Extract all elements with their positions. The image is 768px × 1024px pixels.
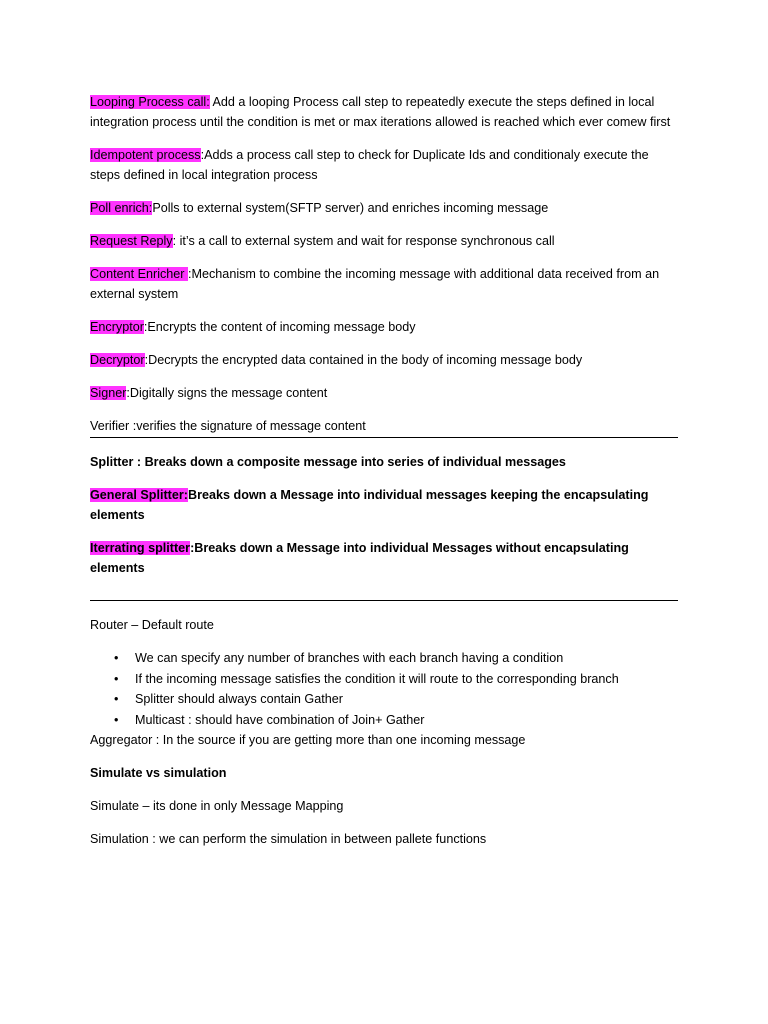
heading-simulate-vs-simulation: Simulate vs simulation <box>90 766 227 780</box>
bullet-icon: • <box>114 692 119 706</box>
definition-request-reply: : it’s a call to external system and wait for response synchronous call <box>172 234 555 248</box>
term-looping-process-call: Looping Process call: <box>90 95 210 109</box>
paragraph-iterating-splitter <box>90 538 678 578</box>
paragraph-splitter: Splitter : Breaks down a composite message into series of individual messages <box>90 455 566 469</box>
term-request-reply: Request Reply <box>90 234 173 248</box>
paragraph-poll-enrich <box>90 198 678 218</box>
list-item <box>90 689 678 710</box>
bullet-icon: • <box>114 671 119 686</box>
bullet-icon: • <box>114 712 119 727</box>
definition-content-enricher: :Mechanism to combine the incoming message with additional data received from an external system <box>90 267 660 301</box>
paragraph-general-splitter <box>90 485 678 525</box>
definition-idempotent-process: :Adds a process call step to check for Duplicate Ids and conditionaly execute the steps defined in local integration process <box>90 148 649 182</box>
paragraph-verifier: Verifier :verifies the signature of message content <box>90 419 366 433</box>
definition-signer: :Digitally signs the message content <box>126 386 328 400</box>
bullet-icon: • <box>114 651 119 665</box>
list-item <box>90 710 678 731</box>
horizontal-rule-2 <box>90 600 678 601</box>
term-signer: Signer <box>90 386 127 400</box>
paragraph-idempotent-process <box>90 145 678 185</box>
list-item-text: Splitter should always contain Gather <box>135 692 343 706</box>
paragraph-decryptor <box>90 350 678 370</box>
router-bullet-list <box>90 648 678 689</box>
horizontal-rule-1 <box>90 437 678 438</box>
definition-general-splitter: Breaks down a Message into individual messages keeping the encapsulating elements <box>90 488 649 522</box>
definition-encryptor: :Encrypts the content of incoming message body <box>143 320 416 334</box>
paragraph-simulation: Simulation : we can perform the simulation in between pallete functions <box>90 832 487 846</box>
list-item <box>90 648 678 669</box>
list-item-text: We can specify any number of branches with each branch having a condition <box>135 651 564 665</box>
term-idempotent-process: Idempotent process <box>90 148 201 162</box>
term-decryptor: Decryptor <box>90 353 145 367</box>
document-page <box>90 92 678 862</box>
term-iterating-splitter: Iterrating splitter <box>90 541 191 555</box>
term-poll-enrich: Poll enrich: <box>90 201 153 215</box>
definition-decryptor: :Decrypts the encrypted data contained in the body of incoming message body <box>144 353 583 367</box>
list-item-text: Multicast : should have combination of Join+ Gather <box>135 712 425 727</box>
gather-bullet-list <box>90 689 678 730</box>
paragraph-signer <box>90 383 678 403</box>
paragraph-request-reply <box>90 231 678 251</box>
definition-iterating-splitter: :Breaks down a Message into individual Messages without encapsulating elements <box>90 541 629 575</box>
term-encryptor: Encryptor <box>90 320 144 334</box>
term-content-enricher: Content Enricher <box>90 267 189 281</box>
paragraph-router: Router – Default route <box>90 618 214 632</box>
list-item <box>90 669 678 690</box>
paragraph-simulate: Simulate – its done in only Message Mapping <box>90 799 344 813</box>
paragraph-content-enricher <box>90 264 678 304</box>
list-item-text: If the incoming message satisfies the condition it will route to the corresponding branch <box>135 671 619 686</box>
definition-looping-process-call: Add a looping Process call step to repeatedly execute the steps defined in local integration process until the condition is met or max iterations allowed is reached which ever comew first <box>90 95 671 129</box>
paragraph-looping-process-call <box>90 92 678 132</box>
term-general-splitter: General Splitter: <box>90 488 188 502</box>
paragraph-aggregator: Aggregator : In the source if you are getting more than one incoming message <box>90 733 526 747</box>
paragraph-encryptor <box>90 317 678 337</box>
definition-poll-enrich: Polls to external system(SFTP server) and enriches incoming message <box>152 201 549 215</box>
